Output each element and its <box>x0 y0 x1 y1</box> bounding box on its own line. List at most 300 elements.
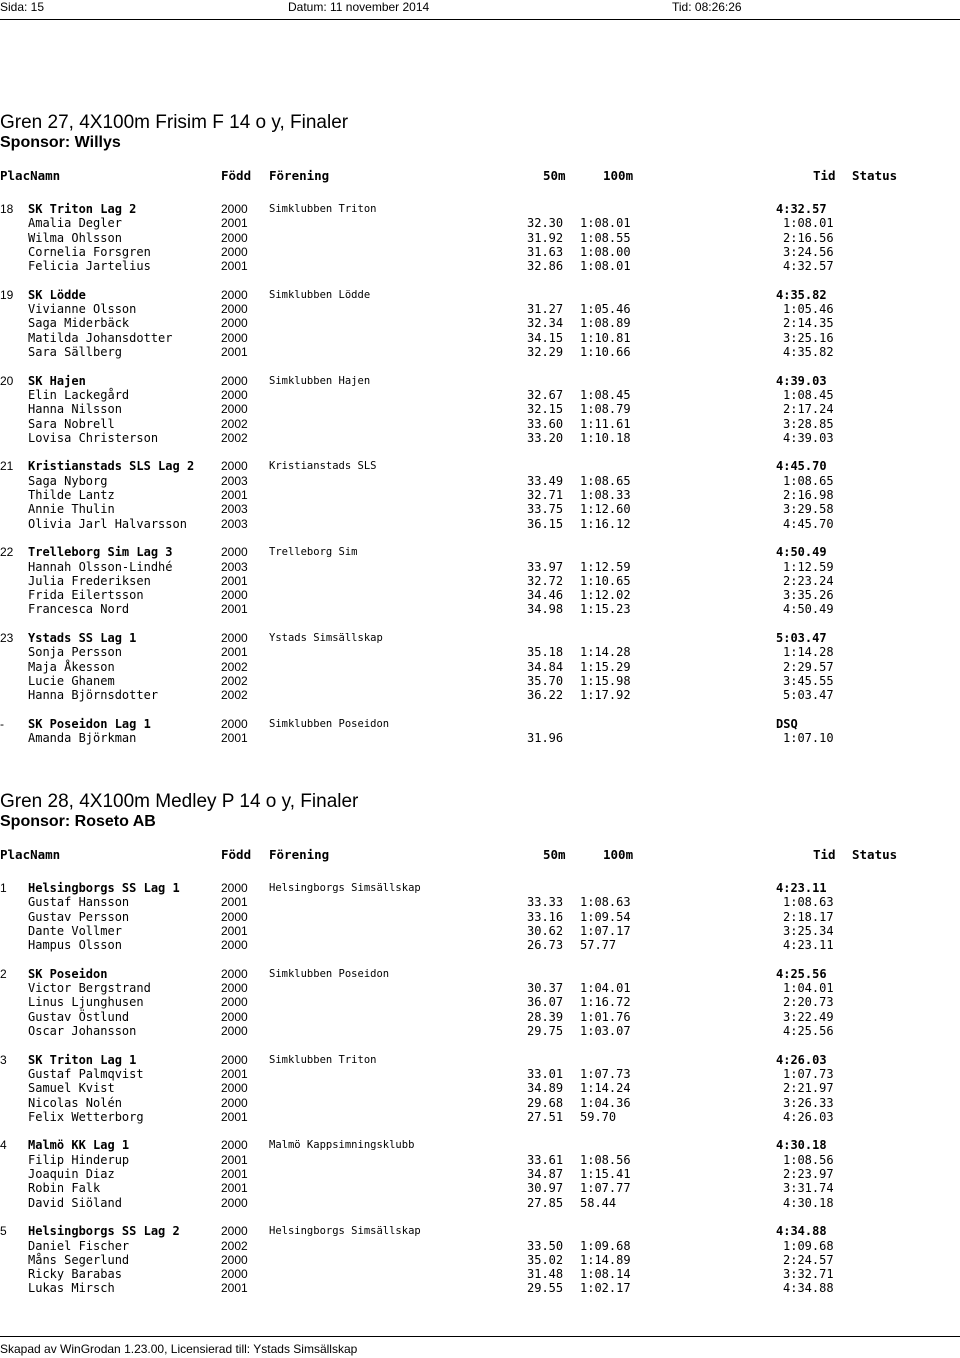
swimmer-time: 2:21.97 <box>783 1081 834 1096</box>
team-time: 4:34.88 <box>776 1224 827 1239</box>
split-50m: 27.85 <box>527 1195 564 1210</box>
split-50m: 36.07 <box>527 995 564 1010</box>
swimmer-time: 4:50.49 <box>783 602 834 617</box>
swimmer-row <box>0 1281 960 1295</box>
swimmer-row <box>0 488 960 502</box>
swimmer-born: 2001 <box>221 345 248 359</box>
footer-text: Skapad av WinGrodan 1.23.00, Licensierad till: Ystads Simsällskap <box>0 1342 358 1356</box>
split-100m: 1:15.29 <box>580 659 631 674</box>
swimmer-time: 1:07.10 <box>783 731 834 746</box>
team-born: 2000 <box>221 881 248 895</box>
split-50m: 29.55 <box>527 1281 564 1296</box>
team-time: 4:30.18 <box>776 1138 827 1153</box>
swimmer-born: 2000 <box>221 330 248 345</box>
split-50m: 33.49 <box>527 473 564 488</box>
swimmer-time: 2:20.73 <box>783 995 834 1010</box>
swimmer-name: Victor Bergstrand <box>28 981 151 996</box>
team-placement: 4 <box>0 1138 7 1153</box>
swimmer-born: 2003 <box>221 502 248 517</box>
swimmer-row <box>0 1110 960 1124</box>
split-50m: 34.89 <box>527 1081 564 1096</box>
swimmer-time: 2:24.57 <box>783 1252 834 1267</box>
team-club: Helsingborgs Simsällskap <box>269 1225 421 1238</box>
split-100m: 1:14.89 <box>580 1252 631 1267</box>
split-50m: 36.22 <box>527 688 564 703</box>
swimmer-name: Robin Falk <box>28 1181 101 1196</box>
swimmer-row <box>0 910 960 924</box>
swimmer-time: 3:29.58 <box>783 502 834 517</box>
swimmer-name: Gustav Östlund <box>28 1009 130 1024</box>
swimmer-row <box>0 674 960 688</box>
swimmer-name: Ricky Barabas <box>28 1267 122 1282</box>
swimmer-time: 2:14.35 <box>783 316 834 331</box>
split-50m: 33.60 <box>527 416 564 431</box>
swimmer-name: Lucie Ghanem <box>28 673 115 688</box>
split-100m: 1:08.01 <box>580 216 631 231</box>
swimmer-name: Måns Segerlund <box>28 1252 130 1267</box>
split-50m: 33.75 <box>527 502 564 517</box>
team-club: Simklubben Poseidon <box>269 967 390 980</box>
swimmer-name: Hampus Olsson <box>28 938 122 953</box>
footer-divider <box>0 1336 960 1337</box>
split-100m: 1:14.24 <box>580 1081 631 1096</box>
team-row <box>0 1053 960 1067</box>
split-50m: 32.71 <box>527 488 564 502</box>
team-row <box>0 374 960 388</box>
team-row <box>0 459 960 473</box>
page-number: Sida: 15 <box>0 0 45 14</box>
split-50m: 31.48 <box>527 1267 564 1282</box>
swimmer-row <box>0 895 960 909</box>
swimmer-born: 2000 <box>221 230 248 245</box>
swimmer-name: Annie Thulin <box>28 502 115 517</box>
split-50m: 34.84 <box>527 659 564 674</box>
swimmer-born: 2001 <box>221 602 248 617</box>
swimmer-name: Sara Sällberg <box>28 345 122 359</box>
swimmer-row <box>0 574 960 588</box>
split-50m: 31.63 <box>527 244 564 259</box>
swimmer-row <box>0 1267 960 1281</box>
swimmer-time: 3:32.71 <box>783 1267 834 1282</box>
column-header-row <box>0 168 960 184</box>
team-row <box>0 1138 960 1152</box>
split-100m: 1:08.33 <box>580 488 631 502</box>
team-club: Simklubben Poseidon <box>269 717 390 730</box>
swimmer-row <box>0 688 960 702</box>
split-100m: 1:16.12 <box>580 516 631 531</box>
team-name: SK Triton Lag 1 <box>28 1052 137 1067</box>
split-50m: 29.68 <box>527 1095 564 1110</box>
split-50m: 33.50 <box>527 1238 564 1253</box>
column-header-row <box>0 847 960 863</box>
swimmer-time: 3:26.33 <box>783 1095 834 1110</box>
split-50m: 30.62 <box>527 923 564 938</box>
swimmer-row <box>0 1196 960 1210</box>
swimmer-name: Daniel Fischer <box>28 1238 130 1253</box>
team-born: 2000 <box>221 631 248 645</box>
swimmer-born: 2001 <box>221 1281 248 1296</box>
swimmer-born: 2001 <box>221 1066 248 1081</box>
swimmer-born: 2000 <box>221 1267 248 1282</box>
split-100m: 1:10.66 <box>580 345 631 359</box>
split-100m: 1:11.61 <box>580 416 631 431</box>
team-club: Simklubben Triton <box>269 203 377 215</box>
split-100m: 1:16.72 <box>580 995 631 1010</box>
split-100m: 1:15.98 <box>580 673 631 688</box>
swimmer-name: Francesca Nord <box>28 602 130 617</box>
swimmer-born: 2000 <box>221 302 248 317</box>
team-placement: 18 <box>0 202 14 216</box>
split-100m: 1:04.01 <box>580 981 631 996</box>
swimmer-born: 2000 <box>221 588 248 603</box>
swimmer-name: Hanna Björnsdotter <box>28 688 159 703</box>
swimmer-born: 2003 <box>221 559 248 574</box>
swimmer-time: 1:07.73 <box>783 1066 834 1081</box>
swimmer-name: Samuel Kvist <box>28 1081 115 1096</box>
swimmer-born: 2003 <box>221 473 248 488</box>
swimmer-born: 2000 <box>221 909 248 924</box>
swimmer-time: 3:28.85 <box>783 416 834 431</box>
swimmer-row <box>0 1167 960 1181</box>
swimmer-name: Cornelia Forsgren <box>28 244 151 259</box>
swimmer-time: 1:08.65 <box>783 473 834 488</box>
swimmer-born: 2001 <box>221 1152 248 1167</box>
swimmer-time: 2:29.57 <box>783 659 834 674</box>
swimmer-row <box>0 474 960 488</box>
swimmer-time: 4:39.03 <box>783 430 834 445</box>
swimmer-time: 4:35.82 <box>783 345 834 359</box>
swimmer-name: Oscar Johansson <box>28 1024 137 1038</box>
swimmer-born: 2002 <box>221 430 248 445</box>
swimmer-born: 2001 <box>221 1181 248 1196</box>
swimmer-row <box>0 1253 960 1267</box>
split-100m: 1:08.01 <box>580 259 631 274</box>
split-50m: 33.01 <box>527 1066 564 1081</box>
swimmer-name: Lovisa Christerson <box>28 430 159 445</box>
split-100m: 59.70 <box>580 1109 617 1124</box>
team-name: Malmö KK Lag 1 <box>28 1138 130 1153</box>
team-born: 2000 <box>221 459 248 474</box>
team-time: DSQ <box>776 716 798 731</box>
team-placement: 2 <box>0 966 7 981</box>
swimmer-row <box>0 645 960 659</box>
team-row <box>0 545 960 559</box>
split-50m: 29.75 <box>527 1024 564 1038</box>
team-placement: 1 <box>0 881 7 895</box>
swimmer-row <box>0 938 960 952</box>
split-100m: 1:12.59 <box>580 559 631 574</box>
swimmer-row <box>0 731 960 745</box>
swimmer-row <box>0 602 960 616</box>
team-row <box>0 1224 960 1238</box>
swimmer-born: 2000 <box>221 244 248 259</box>
team-name: Kristianstads SLS Lag 2 <box>28 459 195 474</box>
team-time: 4:35.82 <box>776 287 827 302</box>
swimmer-born: 2001 <box>221 259 248 274</box>
swimmer-row <box>0 1081 960 1095</box>
swimmer-born: 2001 <box>221 895 248 910</box>
swimmer-name: Nicolas Nolén <box>28 1095 122 1110</box>
split-100m: 1:08.65 <box>580 473 631 488</box>
team-row <box>0 202 960 216</box>
team-row <box>0 717 960 731</box>
column-header-fodd: Född <box>221 168 252 183</box>
split-100m: 1:08.45 <box>580 387 631 402</box>
swimmer-row <box>0 995 960 1009</box>
split-100m: 1:15.41 <box>580 1167 631 1181</box>
split-100m: 1:07.73 <box>580 1066 631 1081</box>
team-name: Helsingborgs SS Lag 1 <box>28 881 180 895</box>
split-50m: 30.37 <box>527 981 564 996</box>
swimmer-row <box>0 1096 960 1110</box>
swimmer-time: 3:31.74 <box>783 1181 834 1196</box>
split-100m: 1:09.68 <box>580 1238 631 1253</box>
swimmer-name: David Siöland <box>28 1195 122 1210</box>
swimmer-time: 4:23.11 <box>783 938 834 953</box>
swimmer-time: 1:14.28 <box>783 645 834 660</box>
swimmer-name: Felicia Jartelius <box>28 259 151 274</box>
swimmer-name: Elin Lackegård <box>28 387 130 402</box>
swimmer-name: Vivianne Olsson <box>28 302 137 317</box>
swimmer-row <box>0 345 960 359</box>
swimmer-name: Linus Ljunghusen <box>28 995 144 1010</box>
team-name: SK Poseidon <box>28 966 108 981</box>
swimmer-row <box>0 660 960 674</box>
swimmer-row <box>0 388 960 402</box>
event-title: Gren 28, 4X100m Medley P 14 o y, Finaler <box>0 791 359 812</box>
split-50m: 31.96 <box>527 731 564 746</box>
split-100m: 1:07.77 <box>580 1181 631 1196</box>
split-100m: 1:08.56 <box>580 1152 631 1167</box>
swimmer-row <box>0 331 960 345</box>
swimmer-name: Olivia Jarl Halvarsson <box>28 516 187 531</box>
swimmer-born: 2000 <box>221 1095 248 1110</box>
header-divider <box>0 19 960 20</box>
swimmer-time: 3:25.16 <box>783 330 834 345</box>
report-time: Tid: 08:26:26 <box>672 0 742 14</box>
team-placement: 22 <box>0 545 14 560</box>
swimmer-name: Sara Nobrell <box>28 416 115 431</box>
team-placement: 23 <box>0 631 14 645</box>
team-row <box>0 631 960 645</box>
swimmer-time: 1:08.63 <box>783 895 834 910</box>
swimmer-row <box>0 1010 960 1024</box>
page-header <box>0 0 960 20</box>
event-sponsor: Sponsor: Willys <box>0 134 121 151</box>
swimmer-row <box>0 259 960 273</box>
split-50m: 32.67 <box>527 387 564 402</box>
team-born: 2000 <box>221 1138 248 1153</box>
team-name: SK Hajen <box>28 373 86 388</box>
split-100m: 1:09.54 <box>580 909 631 924</box>
swimmer-time: 2:16.98 <box>783 488 834 502</box>
swimmer-name: Saga Miderbäck <box>28 316 130 331</box>
swimmer-time: 1:12.59 <box>783 559 834 574</box>
swimmer-row <box>0 302 960 316</box>
team-placement: 5 <box>0 1224 7 1239</box>
team-placement: 20 <box>0 373 14 388</box>
swimmer-row <box>0 1181 960 1195</box>
team-name: SK Poseidon Lag 1 <box>28 716 151 731</box>
swimmer-name: Gustaf Hansson <box>28 895 130 910</box>
split-50m: 31.92 <box>527 230 564 245</box>
swimmer-row <box>0 517 960 531</box>
swimmer-name: Thilde Lantz <box>28 488 115 502</box>
split-50m: 33.61 <box>527 1152 564 1167</box>
split-100m: 1:05.46 <box>580 302 631 317</box>
split-100m: 1:08.00 <box>580 244 631 259</box>
team-born: 2000 <box>221 716 248 731</box>
team-born: 2000 <box>221 545 248 560</box>
swimmer-time: 4:25.56 <box>783 1024 834 1038</box>
swimmer-name: Amanda Björkman <box>28 731 137 746</box>
team-club: Kristianstads SLS <box>269 460 377 473</box>
split-100m: 1:04.36 <box>580 1095 631 1110</box>
split-50m: 28.39 <box>527 1009 564 1024</box>
swimmer-row <box>0 417 960 431</box>
swimmer-time: 3:22.49 <box>783 1009 834 1024</box>
swimmer-name: Lukas Mirsch <box>28 1281 115 1296</box>
swimmer-row <box>0 231 960 245</box>
split-100m: 1:03.07 <box>580 1024 631 1038</box>
swimmer-row <box>0 1153 960 1167</box>
swimmer-name: Gustav Persson <box>28 909 130 924</box>
swimmer-born: 2002 <box>221 659 248 674</box>
column-header-placnamn: PlacNamn <box>0 168 61 183</box>
swimmer-time: 1:09.68 <box>783 1238 834 1253</box>
swimmer-born: 2001 <box>221 923 248 938</box>
team-club: Helsingborgs Simsällskap <box>269 882 421 894</box>
swimmer-row <box>0 431 960 445</box>
team-time: 4:45.70 <box>776 459 827 474</box>
column-header-100m: 100m <box>603 847 634 862</box>
split-100m: 1:08.63 <box>580 895 631 910</box>
column-header-tid: Tid <box>813 847 836 862</box>
column-header-status: Status <box>852 847 898 862</box>
swimmer-name: Dante Vollmer <box>28 923 122 938</box>
split-50m: 34.46 <box>527 588 564 603</box>
team-club: Simklubben Lödde <box>269 288 371 301</box>
split-50m: 32.86 <box>527 259 564 274</box>
swimmer-time: 4:34.88 <box>783 1281 834 1296</box>
swimmer-born: 2000 <box>221 387 248 402</box>
swimmer-born: 2000 <box>221 1252 248 1267</box>
swimmer-time: 4:30.18 <box>783 1195 834 1210</box>
team-placement: 19 <box>0 287 14 302</box>
split-50m: 32.72 <box>527 573 564 588</box>
split-100m: 1:10.18 <box>580 430 631 445</box>
swimmer-time: 1:08.45 <box>783 387 834 402</box>
team-time: 4:50.49 <box>776 545 827 560</box>
swimmer-born: 2001 <box>221 573 248 588</box>
swimmer-time: 4:45.70 <box>783 516 834 531</box>
column-header-placnamn: PlacNamn <box>0 847 61 862</box>
swimmer-born: 2002 <box>221 416 248 431</box>
column-header-forening: Förening <box>269 847 330 862</box>
split-100m: 1:08.89 <box>580 316 631 331</box>
swimmer-born: 2000 <box>221 1009 248 1024</box>
team-born: 2000 <box>221 287 248 302</box>
team-placement: - <box>0 716 4 731</box>
swimmer-name: Wilma Ohlsson <box>28 230 122 245</box>
swimmer-name: Saga Nyborg <box>28 473 108 488</box>
split-50m: 30.97 <box>527 1181 564 1196</box>
swimmer-born: 2000 <box>221 938 248 953</box>
swimmer-name: Gustaf Palmqvist <box>28 1066 144 1081</box>
team-row <box>0 881 960 895</box>
team-name: SK Triton Lag 2 <box>28 202 137 216</box>
split-50m: 34.15 <box>527 330 564 345</box>
team-time: 4:23.11 <box>776 881 827 895</box>
team-time: 4:32.57 <box>776 202 827 216</box>
swimmer-row <box>0 502 960 516</box>
swimmer-name: Maja Åkesson <box>28 659 115 674</box>
swimmer-time: 2:17.24 <box>783 402 834 417</box>
team-time: 4:25.56 <box>776 966 827 981</box>
swimmer-name: Hannah Olsson-Lindhé <box>28 559 173 574</box>
swimmer-name: Hanna Nilsson <box>28 402 122 417</box>
swimmer-row <box>0 560 960 574</box>
swimmer-born: 2000 <box>221 402 248 417</box>
team-born: 2000 <box>221 1052 248 1067</box>
team-row <box>0 288 960 302</box>
swimmer-row <box>0 216 960 230</box>
split-50m: 35.18 <box>527 645 564 660</box>
team-time: 4:39.03 <box>776 373 827 388</box>
column-header-forening: Förening <box>269 168 330 183</box>
swimmer-born: 2000 <box>221 981 248 996</box>
swimmer-row <box>0 245 960 259</box>
split-100m: 1:15.23 <box>580 602 631 617</box>
column-header-50m: 50m <box>543 168 566 183</box>
split-100m: 1:08.55 <box>580 230 631 245</box>
column-header-fodd: Född <box>221 847 252 862</box>
team-club: Trelleborg Sim <box>269 546 358 559</box>
team-time: 5:03.47 <box>776 631 827 645</box>
team-name: Trelleborg Sim Lag 3 <box>28 545 173 560</box>
swimmer-name: Amalia Degler <box>28 216 122 231</box>
team-name: Helsingborgs SS Lag 2 <box>28 1224 180 1239</box>
split-100m: 1:12.60 <box>580 502 631 517</box>
team-born: 2000 <box>221 202 248 216</box>
swimmer-time: 3:24.56 <box>783 244 834 259</box>
split-50m: 33.20 <box>527 430 564 445</box>
split-100m: 1:08.79 <box>580 402 631 417</box>
swimmer-name: Julia Frederiksen <box>28 573 151 588</box>
swimmer-name: Sonja Persson <box>28 645 122 660</box>
swimmer-born: 2002 <box>221 673 248 688</box>
swimmer-time: 3:35.26 <box>783 588 834 603</box>
swimmer-born: 2001 <box>221 645 248 660</box>
swimmer-name: Filip Hinderup <box>28 1152 130 1167</box>
event-sponsor: Sponsor: Roseto AB <box>0 813 156 830</box>
swimmer-born: 2000 <box>221 1081 248 1096</box>
split-100m: 1:17.92 <box>580 688 631 703</box>
swimmer-time: 1:08.01 <box>783 216 834 231</box>
column-header-50m: 50m <box>543 847 566 862</box>
split-50m: 34.98 <box>527 602 564 617</box>
swimmer-row <box>0 1067 960 1081</box>
team-time: 4:26.03 <box>776 1052 827 1067</box>
column-header-tid: Tid <box>813 168 836 183</box>
column-header-status: Status <box>852 168 898 183</box>
swimmer-born: 2000 <box>221 316 248 331</box>
swimmer-born: 2001 <box>221 731 248 746</box>
split-50m: 33.97 <box>527 559 564 574</box>
split-50m: 35.02 <box>527 1252 564 1267</box>
swimmer-time: 3:25.34 <box>783 923 834 938</box>
swimmer-time: 2:23.97 <box>783 1167 834 1181</box>
